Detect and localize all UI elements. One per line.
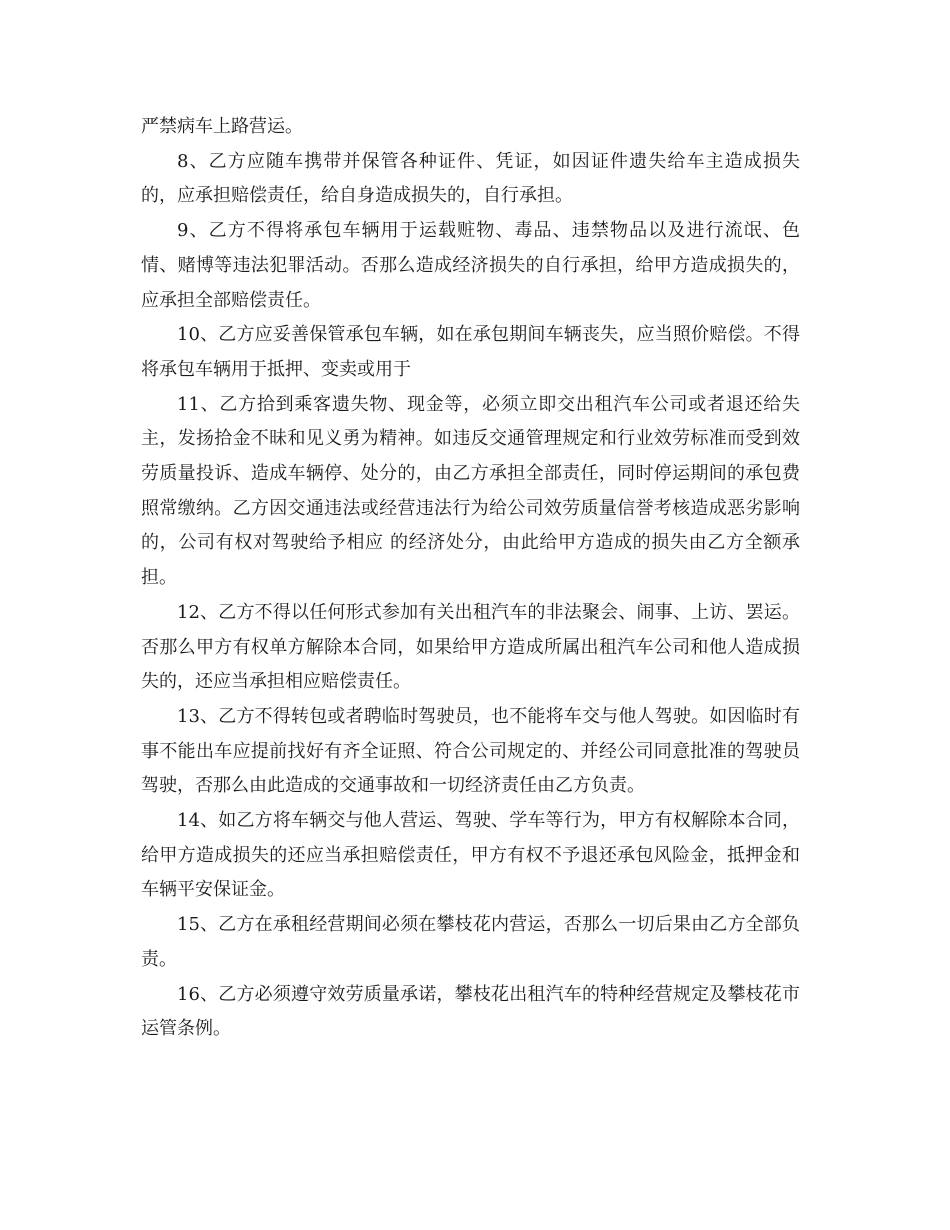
paragraph-clause-10: 10、乙方应妥善保管承包车辆，如在承包期间车辆丧失，应当照价赔偿。不得将承包车辆用于抵押、变卖或用于 (141, 324, 800, 380)
paragraph-clause-11: 11、乙方拾到乘客遗失物、现金等，必须立即交出租汽车公司或者退还给失主，发扬拾金不昧和见义勇为精神。如违反交通管理规定和行业效劳标准而受到效劳质量投诉、造成车辆停、处分的，由乙方承担全部责任，同时停运期间的承包费照常缴纳。乙方因交通违法或经营违法行为给公司效劳质量信誉考核造成恶劣影响的，公司有权对驾驶给予相应 的经济处分，由此给甲方造成的损失由乙方全额承担。 (141, 393, 800, 589)
paragraph-clause-14: 14、如乙方将车辆交与他人营运、驾驶、学车等行为，甲方有权解除本合同，给甲方造成损失的还应当承担赔偿责任，甲方有权不予退还承包风险金，抵押金和车辆平安保证金。 (141, 810, 800, 901)
document-body (141, 110, 800, 1047)
paragraph-continuation: 严禁病车上路营运。 (141, 116, 303, 137)
paragraph-clause-16: 16、乙方必须遵守效劳质量承诺，攀枝花出租汽车的特种经营规定及攀枝花市运管条例。 (141, 983, 800, 1040)
paragraph-clause-12: 12、乙方不得以任何形式参加有关出租汽车的非法聚会、闹事、上访、罢运。否那么甲方有权单方解除本合同，如果给甲方造成所属出租汽车公司和他人造成损失的，还应当承担相应赔偿责任。 (141, 601, 800, 693)
paragraph-clause-13: 13、乙方不得转包或者聘临时驾驶员，也不能将车交与他人驾驶。如因临时有事不能出车应提前找好有齐全证照、符合公司规定的、并经公司同意批准的驾驶员驾驶，否那么由此造成的交通事故和一切经济责任由乙方负责。 (141, 705, 800, 797)
paragraph-clause-15: 15、乙方在承租经营期间必须在攀枝花内营运，否那么一切后果由乙方全部负责。 (141, 914, 800, 970)
paragraph-clause-9: 9、乙方不得将承包车辆用于运载赃物、毒品、违禁物品以及进行流氓、色情、赌博等违法犯罪活动。否那么造成经济损失的自行承担，给甲方造成损失的，应承担全部赔偿责任。 (141, 220, 800, 311)
paragraph-clause-8: 8、乙方应随车携带并保管各种证件、凭证，如因证件遗失给车主造成损失的，应承担赔偿责任，给自身造成损失的，自行承担。 (141, 150, 800, 207)
